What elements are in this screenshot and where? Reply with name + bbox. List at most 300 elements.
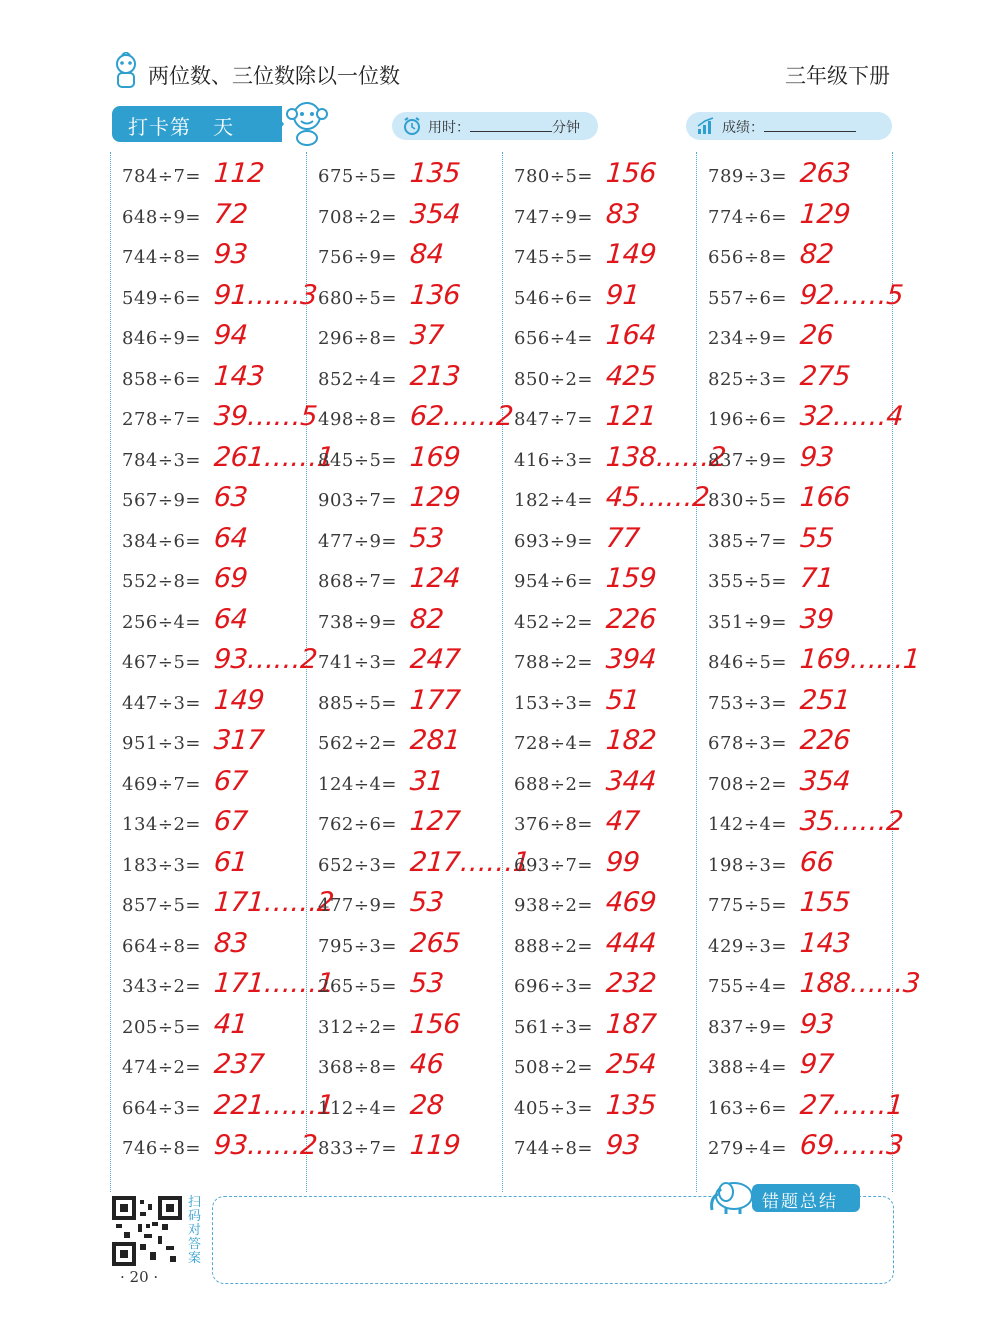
problem-question: 680÷5=: [318, 287, 397, 309]
problem-question: 868÷7=: [318, 571, 397, 592]
problem-question: 142÷4=: [708, 814, 787, 835]
problem-row: [708, 361, 898, 401]
problem-row: [514, 1090, 704, 1130]
problem-question: 747÷9=: [514, 206, 593, 228]
problem-row: [318, 158, 508, 198]
problem-row: [122, 1089, 335, 1130]
page-header: [110, 52, 900, 96]
handwritten-answer[interactable]: 187: [604, 1008, 658, 1040]
problem-question: 549÷6=: [122, 287, 201, 309]
problem-row: [514, 361, 704, 401]
problem-question: 163÷6=: [708, 1097, 787, 1119]
handwritten-answer[interactable]: 94: [212, 320, 249, 351]
problem-row: [514, 563, 704, 603]
problem-question: 830÷5=: [708, 490, 787, 511]
problem-question: 265÷5=: [318, 976, 397, 997]
bar-chart-icon: [696, 116, 716, 136]
problem-grid: [110, 152, 921, 1192]
problem-question: 561÷3=: [514, 1016, 593, 1038]
handwritten-answer[interactable]: 93: [798, 441, 835, 473]
problem-row: [122, 847, 312, 887]
handwritten-answer[interactable]: 265: [408, 927, 462, 959]
problem-question: 183÷3=: [122, 854, 201, 876]
handwritten-answer[interactable]: 217……1: [408, 846, 531, 878]
handwritten-answer[interactable]: 171……2: [212, 887, 335, 918]
handwritten-answer[interactable]: 66: [798, 846, 835, 878]
handwritten-answer[interactable]: 63: [212, 482, 249, 513]
problem-question: 385÷7=: [708, 530, 787, 552]
handwritten-answer[interactable]: 47: [604, 806, 641, 837]
problem-row: [708, 482, 898, 522]
problem-question: 746÷8=: [122, 1138, 201, 1159]
handwritten-answer[interactable]: 136: [408, 279, 462, 311]
problem-question: 708÷2=: [318, 206, 397, 228]
problem-row: [122, 644, 319, 684]
problem-row: [122, 239, 312, 279]
handwritten-answer[interactable]: 159: [604, 563, 658, 594]
problem-row: [514, 1049, 704, 1089]
problem-row: [318, 1009, 508, 1049]
problem-question: 429÷3=: [708, 935, 787, 957]
problem-question: 652÷3=: [318, 854, 397, 876]
handwritten-answer[interactable]: 99: [604, 846, 641, 878]
handwritten-answer[interactable]: 97: [798, 1049, 835, 1080]
problem-question: 788÷2=: [514, 652, 593, 673]
handwritten-answer[interactable]: 149: [212, 684, 266, 716]
problem-column: [502, 152, 727, 1192]
problem-row: [318, 239, 508, 279]
page-title: 两位数、三位数除以一位数: [148, 64, 400, 88]
problem-row: [514, 766, 704, 806]
problem-question: 312÷2=: [318, 1016, 397, 1038]
punch-banner: [112, 106, 282, 142]
handwritten-answer[interactable]: 232: [604, 968, 658, 999]
handwritten-answer[interactable]: 61: [212, 846, 249, 878]
problem-question: 675÷5=: [318, 166, 397, 187]
handwritten-answer[interactable]: 177: [408, 684, 462, 716]
elephant-icon: [706, 1176, 756, 1216]
problem-question: 708÷2=: [708, 773, 787, 795]
problem-question: 847÷7=: [514, 409, 593, 430]
time-field: [392, 112, 598, 140]
problem-row: [122, 320, 312, 360]
handwritten-answer[interactable]: 119: [408, 1130, 462, 1161]
time-blank[interactable]: [470, 131, 552, 132]
handwritten-answer[interactable]: 124: [408, 563, 462, 594]
handwritten-answer[interactable]: 39……5: [212, 401, 319, 432]
problem-question: 256÷4=: [122, 611, 201, 633]
handwritten-answer[interactable]: 91: [604, 279, 641, 311]
handwritten-answer[interactable]: 72: [212, 198, 249, 230]
problem-question: 693÷9=: [514, 530, 593, 552]
problem-row: [122, 1130, 319, 1170]
problem-row: [708, 847, 898, 887]
problem-row: [514, 239, 704, 279]
handwritten-answer[interactable]: 67: [212, 765, 249, 797]
handwritten-answer[interactable]: 156: [408, 1008, 462, 1040]
problem-row: [318, 604, 508, 644]
handwritten-answer[interactable]: 53: [408, 968, 445, 999]
mistake-summary-label: 错题总结: [762, 1192, 838, 1212]
handwritten-answer[interactable]: 226: [798, 725, 852, 756]
problem-row: [122, 685, 312, 725]
handwritten-answer[interactable]: 93: [604, 1130, 641, 1161]
problem-row: [514, 280, 704, 320]
handwritten-answer[interactable]: 169……1: [798, 644, 921, 675]
problem-row: [318, 806, 508, 846]
problem-question: 858÷6=: [122, 368, 201, 390]
handwritten-answer[interactable]: 182: [604, 725, 658, 756]
handwritten-answer[interactable]: 237: [212, 1049, 266, 1080]
time-label: 用时：: [428, 120, 470, 136]
problem-row: [514, 523, 704, 563]
handwritten-answer[interactable]: 275: [798, 360, 852, 392]
handwritten-answer[interactable]: 112: [212, 158, 266, 189]
handwritten-answer[interactable]: 46: [408, 1049, 445, 1080]
handwritten-answer[interactable]: 254: [604, 1049, 658, 1080]
problem-question: 845÷5=: [318, 449, 397, 471]
problem-row: [708, 199, 898, 239]
problem-row: [514, 887, 704, 927]
problem-question: 198÷3=: [708, 854, 787, 876]
problem-row: [514, 806, 704, 846]
problem-column: [110, 152, 335, 1192]
handwritten-answer[interactable]: 37: [408, 320, 445, 351]
problem-row: [708, 766, 898, 806]
problem-row: [708, 279, 905, 320]
handwritten-answer[interactable]: 251: [798, 684, 852, 716]
problem-question: 744÷8=: [122, 247, 201, 268]
problem-row: [708, 1130, 905, 1170]
problem-question: 885÷5=: [318, 692, 397, 714]
mistake-summary-tag: [752, 1184, 860, 1212]
handwritten-answer[interactable]: 121: [604, 401, 658, 432]
handwritten-answer[interactable]: 281: [408, 725, 462, 756]
problem-question: 833÷7=: [318, 1138, 397, 1159]
handwritten-answer[interactable]: 143: [798, 927, 852, 959]
handwritten-answer[interactable]: 82: [798, 239, 835, 270]
problem-row: [514, 725, 704, 765]
problem-question: 837÷9=: [708, 449, 787, 471]
handwritten-answer[interactable]: 263: [798, 158, 852, 189]
handwritten-answer[interactable]: 69: [212, 563, 249, 594]
problem-row: [708, 928, 898, 968]
problem-question: 741÷3=: [318, 652, 397, 673]
problem-question: 477÷9=: [318, 895, 397, 916]
problem-row: [122, 968, 335, 1008]
handwritten-answer[interactable]: 226: [604, 603, 658, 635]
problem-question: 850÷2=: [514, 368, 593, 390]
problem-column: [696, 152, 921, 1192]
problem-question: 452÷2=: [514, 611, 593, 633]
problem-question: 678÷3=: [708, 733, 787, 754]
problem-row: [708, 1089, 905, 1130]
punch-label: 打卡第 天: [128, 115, 235, 139]
handwritten-answer[interactable]: 93……2: [212, 1130, 319, 1161]
problem-question: 903÷7=: [318, 490, 397, 511]
problem-row: [122, 401, 319, 441]
problem-row: [708, 563, 898, 603]
problem-row: [122, 1049, 312, 1089]
handwritten-answer[interactable]: 93: [212, 239, 249, 270]
problem-row: [318, 725, 508, 765]
handwritten-answer[interactable]: 221……1: [212, 1089, 335, 1121]
problem-question: 279÷4=: [708, 1138, 787, 1159]
handwritten-answer[interactable]: 469: [604, 887, 658, 918]
problem-row: [708, 320, 898, 360]
handwritten-answer[interactable]: 317: [212, 725, 266, 756]
problem-question: 196÷6=: [708, 409, 787, 430]
punch-banner-tail: [270, 106, 284, 142]
handwritten-answer[interactable]: 138……2: [604, 441, 727, 473]
problem-row: [122, 279, 319, 320]
problem-row: [708, 523, 898, 563]
handwritten-answer[interactable]: 55: [798, 522, 835, 554]
problem-question: 124÷4=: [318, 773, 397, 795]
handwritten-answer[interactable]: 83: [604, 198, 641, 230]
handwritten-answer[interactable]: 135: [604, 1089, 658, 1121]
problem-question: 467÷5=: [122, 652, 201, 673]
problem-question: 351÷9=: [708, 611, 787, 633]
problem-row: [708, 1009, 898, 1049]
problem-row: [318, 766, 508, 806]
handwritten-answer[interactable]: 92……5: [798, 279, 905, 311]
handwritten-answer[interactable]: 149: [604, 239, 658, 270]
handwritten-answer[interactable]: 156: [604, 158, 658, 189]
problem-question: 738÷9=: [318, 611, 397, 633]
problem-question: 888÷2=: [514, 935, 593, 957]
problem-question: 696÷3=: [514, 976, 593, 997]
handwritten-answer[interactable]: 129: [408, 482, 462, 513]
problem-question: 648÷9=: [122, 206, 201, 228]
handwritten-answer[interactable]: 169: [408, 441, 462, 473]
problem-row: [318, 887, 508, 927]
score-label: 成绩：: [722, 120, 764, 136]
problem-row: [708, 685, 898, 725]
handwritten-answer[interactable]: 164: [604, 320, 658, 351]
mascot-icon: [110, 52, 142, 92]
handwritten-answer[interactable]: 354: [408, 198, 462, 230]
problem-row: [122, 158, 312, 198]
problem-row: [708, 644, 921, 684]
problem-question: 368÷8=: [318, 1057, 397, 1078]
problem-question: 951÷3=: [122, 733, 201, 754]
handwritten-answer[interactable]: 64: [212, 603, 249, 635]
problem-question: 728÷4=: [514, 733, 593, 754]
problem-row: [708, 725, 898, 765]
problem-question: 134÷2=: [122, 814, 201, 835]
problem-row: [318, 563, 508, 603]
handwritten-answer[interactable]: 91……3: [212, 279, 319, 311]
problem-row: [514, 482, 711, 522]
handwritten-answer[interactable]: 41: [212, 1008, 249, 1040]
handwritten-answer[interactable]: 261……1: [212, 441, 335, 473]
problem-question: 498÷8=: [318, 409, 397, 430]
monkey-icon: [284, 98, 330, 146]
problem-row: [708, 239, 898, 279]
problem-question: 664÷8=: [122, 935, 201, 957]
problem-question: 546÷6=: [514, 287, 593, 309]
handwritten-answer[interactable]: 188……3: [798, 968, 921, 999]
problem-question: 852÷4=: [318, 368, 397, 390]
problem-question: 775÷5=: [708, 895, 787, 916]
handwritten-answer[interactable]: 26: [798, 320, 835, 351]
problem-question: 474÷2=: [122, 1057, 201, 1078]
problem-question: 857÷5=: [122, 895, 201, 916]
handwritten-answer[interactable]: 166: [798, 482, 852, 513]
problem-question: 656÷4=: [514, 328, 593, 349]
problem-question: 762÷6=: [318, 814, 397, 835]
problem-row: [122, 199, 312, 239]
handwritten-answer[interactable]: 71: [798, 563, 835, 594]
problem-question: 664÷3=: [122, 1097, 201, 1119]
problem-row: [708, 604, 898, 644]
problem-row: [514, 644, 704, 684]
problem-question: 376÷8=: [514, 814, 593, 835]
handwritten-answer[interactable]: 425: [604, 360, 658, 392]
problem-row: [708, 442, 898, 482]
problem-question: 153÷3=: [514, 692, 593, 714]
handwritten-answer[interactable]: 213: [408, 360, 462, 392]
handwritten-answer[interactable]: 135: [408, 158, 462, 189]
problem-question: 774÷6=: [708, 206, 787, 228]
handwritten-answer[interactable]: 28: [408, 1089, 445, 1121]
handwritten-answer[interactable]: 69……3: [798, 1130, 905, 1161]
problem-question: 405÷3=: [514, 1097, 593, 1119]
scan-for-answers-label: 扫码对答案: [188, 1195, 202, 1266]
handwritten-answer[interactable]: 53: [408, 522, 445, 554]
handwritten-answer[interactable]: 83: [212, 927, 249, 959]
alarm-clock-icon: [402, 116, 422, 136]
problem-question: 508÷2=: [514, 1057, 593, 1078]
problem-question: 954÷6=: [514, 571, 593, 592]
problem-row: [318, 1130, 508, 1170]
problem-row: [318, 199, 508, 239]
problem-question: 837÷9=: [708, 1016, 787, 1038]
problem-question: 552÷8=: [122, 571, 201, 592]
problem-row: [318, 968, 508, 1008]
problem-question: 469÷7=: [122, 773, 201, 795]
handwritten-answer[interactable]: 31: [408, 765, 445, 797]
problem-question: 355÷5=: [708, 571, 787, 592]
problem-question: 756÷9=: [318, 247, 397, 268]
handwritten-answer[interactable]: 51: [604, 684, 641, 716]
problem-question: 753÷3=: [708, 692, 787, 714]
problem-row: [318, 846, 531, 887]
handwritten-answer[interactable]: 67: [212, 806, 249, 837]
problem-row: [122, 441, 335, 482]
problem-row: [122, 1009, 312, 1049]
handwritten-answer[interactable]: 444: [604, 927, 658, 959]
problem-question: 384÷6=: [122, 530, 201, 552]
problem-question: 784÷3=: [122, 449, 201, 471]
handwritten-answer[interactable]: 171……1: [212, 968, 335, 999]
problem-question: 416÷3=: [514, 449, 593, 471]
problem-question: 562÷2=: [318, 733, 397, 754]
handwritten-answer[interactable]: 45……2: [604, 482, 711, 513]
problem-row: [514, 199, 704, 239]
handwritten-answer[interactable]: 93: [798, 1008, 835, 1040]
problem-question: 296÷8=: [318, 328, 397, 349]
problem-row: [708, 887, 898, 927]
handwritten-answer[interactable]: 39: [798, 603, 835, 635]
problem-row: [318, 442, 508, 482]
score-field: [686, 112, 892, 140]
time-unit: 分钟: [552, 120, 580, 136]
problem-row: [514, 1009, 704, 1049]
handwritten-answer[interactable]: 35……2: [798, 806, 905, 837]
problem-question: 780÷5=: [514, 166, 593, 187]
problem-question: 846÷5=: [708, 652, 787, 673]
problem-row: [708, 806, 905, 846]
problem-row: [708, 158, 898, 198]
handwritten-answer[interactable]: 64: [212, 522, 249, 554]
problem-question: 234÷9=: [708, 328, 787, 349]
problem-question: 278÷7=: [122, 409, 201, 430]
handwritten-answer[interactable]: 354: [798, 765, 852, 797]
handwritten-answer[interactable]: 77: [604, 522, 641, 554]
problem-question: 745÷5=: [514, 247, 593, 268]
problem-row: [514, 968, 704, 1008]
problem-question: 846÷9=: [122, 328, 201, 349]
problem-question: 755÷4=: [708, 976, 787, 997]
score-blank[interactable]: [764, 131, 856, 132]
problem-question: 447÷3=: [122, 692, 201, 714]
problem-question: 567÷9=: [122, 490, 201, 511]
problem-question: 112÷4=: [318, 1097, 397, 1119]
handwritten-answer[interactable]: 82: [408, 603, 445, 635]
page-number: · 20 ·: [120, 1268, 159, 1286]
handwritten-answer[interactable]: 143: [212, 360, 266, 392]
handwritten-answer[interactable]: 127: [408, 806, 462, 837]
problem-question: 789÷3=: [708, 166, 787, 187]
problem-question: 825÷3=: [708, 368, 787, 390]
problem-row: [708, 968, 921, 1008]
problem-row: [318, 280, 508, 320]
handwritten-answer[interactable]: 247: [408, 644, 462, 675]
handwritten-answer[interactable]: 32……4: [798, 401, 905, 432]
problem-row: [514, 1130, 704, 1170]
handwritten-answer[interactable]: 394: [604, 644, 658, 675]
handwritten-answer[interactable]: 155: [798, 887, 852, 918]
problem-row: [514, 847, 704, 887]
problem-row: [708, 1049, 898, 1089]
problem-question: 343÷2=: [122, 976, 201, 997]
handwritten-answer[interactable]: 344: [604, 765, 658, 797]
qr-code-icon[interactable]: [112, 1196, 182, 1266]
problem-row: [318, 928, 508, 968]
problem-row: [318, 482, 508, 522]
handwritten-answer[interactable]: 53: [408, 887, 445, 918]
problem-question: 693÷7=: [514, 854, 593, 876]
problem-row: [318, 1090, 508, 1130]
handwritten-answer[interactable]: 27……1: [798, 1089, 905, 1121]
problem-row: [122, 523, 312, 563]
problem-question: 744÷8=: [514, 1138, 593, 1159]
problem-question: 784÷7=: [122, 166, 201, 187]
problem-question: 938÷2=: [514, 895, 593, 916]
handwritten-answer[interactable]: 129: [798, 198, 852, 230]
handwritten-answer[interactable]: 84: [408, 239, 445, 270]
handwritten-answer[interactable]: 62……2: [408, 401, 515, 432]
problem-row: [514, 685, 704, 725]
problem-row: [514, 320, 704, 360]
handwritten-answer[interactable]: 93……2: [212, 644, 319, 675]
problem-row: [514, 604, 704, 644]
problem-row: [514, 928, 704, 968]
problem-question: 388÷4=: [708, 1057, 787, 1078]
problem-row: [318, 685, 508, 725]
